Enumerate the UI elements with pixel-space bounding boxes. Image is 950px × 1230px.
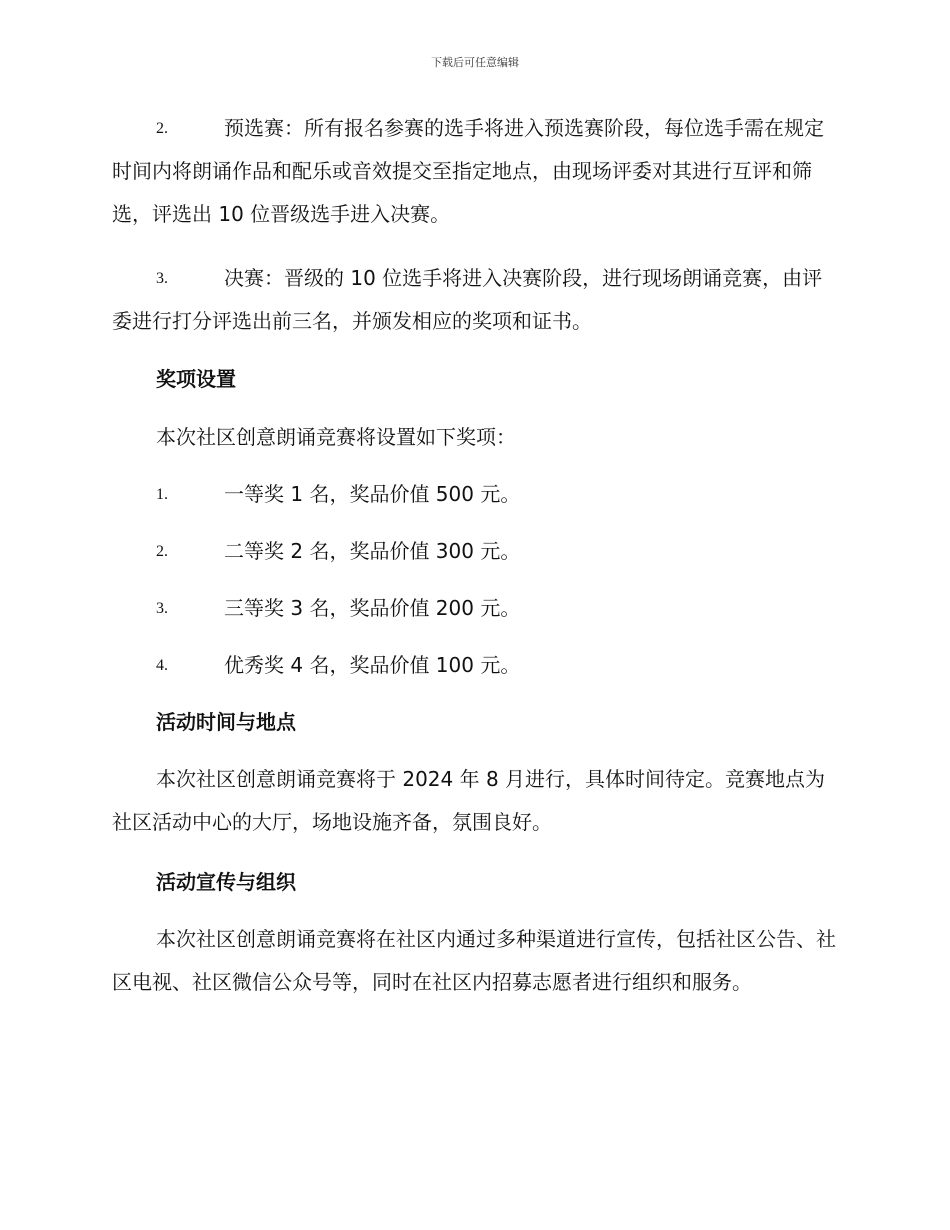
- page-header: 下载后可任意编辑: [431, 56, 519, 69]
- stage-text: 预选赛：所有报名参赛的选手将进入预选赛阶段，每位选手需在规定时间内将朗诵作品和配乐或音效提交至指定地点，由现场评委对其进行互评和筛选，评选出 10 位晋级选手进入决赛。: [112, 116, 824, 226]
- time-place-text: 本次社区创意朗诵竞赛将于 2024 年 8 月进行，具体时间待定。竞赛地点为社区活动中心的大厅，场地设施齐备，氛围良好。: [112, 767, 826, 834]
- awards-intro: 本次社区创意朗诵竞赛将设置如下奖项：: [156, 425, 516, 449]
- list-number: 3.: [156, 600, 168, 617]
- list-number: 4.: [156, 657, 168, 674]
- awards-heading: 奖项设置: [156, 367, 236, 391]
- list-number: 2.: [156, 120, 168, 137]
- award-text: 一等奖 1 名，奖品价值 500 元。: [224, 482, 521, 506]
- stage-item-preliminary: [112, 107, 836, 236]
- stage-text: 决赛：晋级的 10 位选手将进入决赛阶段，进行现场朗诵竞赛，由评委进行打分评选出前三名，并颁发相应的奖项和证书。: [112, 266, 823, 333]
- list-number: 1.: [156, 486, 168, 503]
- award-text: 三等奖 3 名，奖品价值 200 元。: [224, 596, 521, 620]
- promotion-text: 本次社区创意朗诵竞赛将在社区内通过多种渠道进行宣传，包括社区公告、社区电视、社区微信公众号等，同时在社区内招募志愿者进行组织和服务。: [112, 927, 836, 994]
- award-text: 优秀奖 4 名，奖品价值 100 元。: [224, 653, 521, 677]
- promotion-heading: 活动宣传与组织: [156, 870, 296, 894]
- award-text: 二等奖 2 名，奖品价值 300 元。: [224, 539, 521, 563]
- list-number: 3.: [156, 270, 168, 287]
- time-place-heading: 活动时间与地点: [156, 710, 296, 734]
- stage-item-final: [112, 257, 836, 343]
- list-number: 2.: [156, 543, 168, 560]
